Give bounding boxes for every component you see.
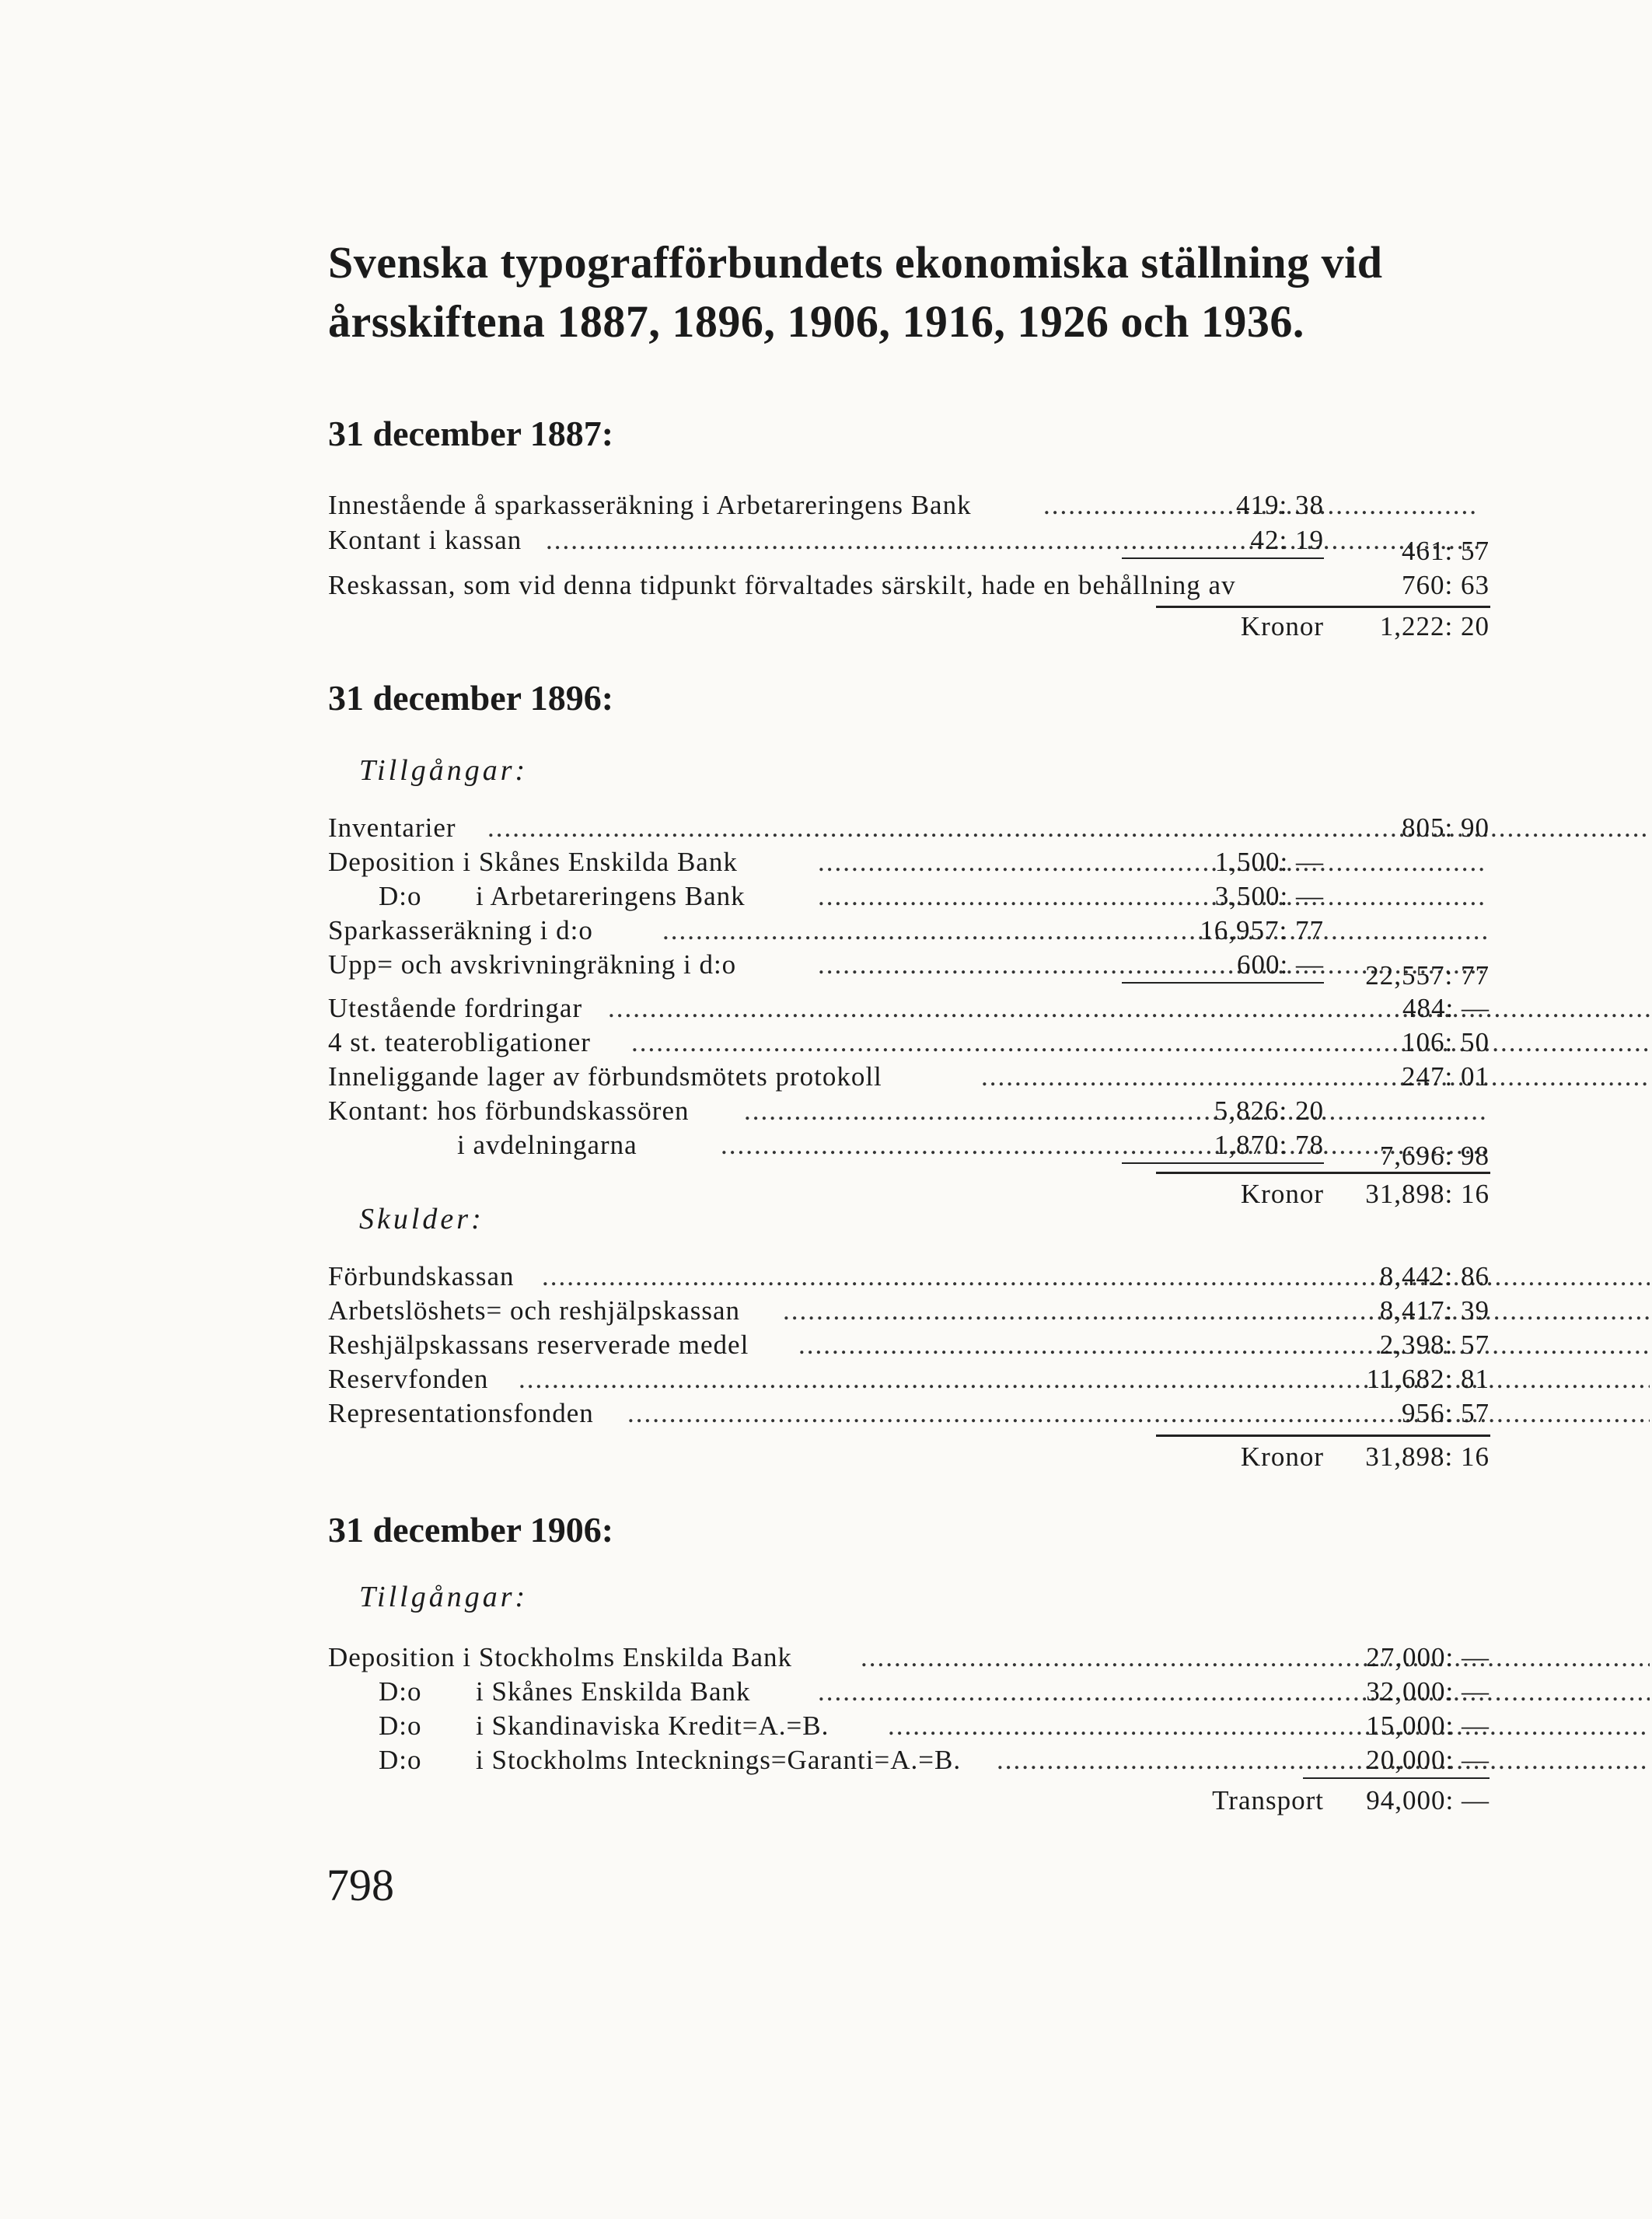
ledger-row [328,1743,1494,1777]
row-amount: 1,500: — [1214,847,1324,877]
ledger-row [328,845,1494,879]
section-heading-1906: 31 december 1906: [328,1510,614,1550]
ledger-row [328,523,1494,566]
total-label: Kronor [1240,1441,1324,1472]
row-label: Deposition i Stockholms Enskilda Bank [328,1642,792,1672]
row-subtotal: 11,682: 81 [1366,1364,1490,1394]
title-line-2: årsskiftena 1887, 1896, 1906, 1916, 1926 och 1936. [328,296,1304,347]
ledger-row [328,1675,1494,1709]
assets-heading: Tillgångar: [359,754,529,787]
section-heading-1887: 31 december 1887: [328,414,614,453]
total-amount: 1,222: 20 [1379,611,1490,641]
leader-dots [798,1328,1650,1362]
total-row [328,1177,1494,1211]
ledger-row [328,914,1494,948]
row-subtotal: 8,442: 86 [1379,1261,1490,1291]
row-label: i Skånes Enskilda Bank [476,1676,751,1707]
transport-row [328,1784,1494,1818]
transport-amount: 94,000: — [1366,1785,1490,1815]
title-line-1: Svenska typografförbundets ekonomiska ställning vid [328,237,1383,288]
row-label: Arbetslöshets= och reshjälpskassan [328,1295,741,1326]
row-label: i avdelningarna [457,1130,637,1160]
ledger-row [328,1060,1494,1094]
row-label: Inventarier [328,812,456,843]
row-label: Utestående fordringar [328,993,583,1023]
total-rule [1156,606,1490,608]
total-rule [1156,1434,1490,1437]
row-label: Upp= och avskrivningräkning i d:o [328,949,737,980]
leader-dots [744,1094,1486,1128]
row-subtotal: 805: 90 [1402,812,1490,843]
row-label: Sparkasseräkning i d:o [328,915,593,945]
row-label: Innestående å sparkasseräkning i Arbetareringens Bank [328,490,972,520]
leader-dots [818,1675,1650,1709]
ditto-label: D:o [379,881,422,911]
ledger-row [328,1026,1494,1060]
row-amount: 5,826: 20 [1214,1096,1324,1126]
ditto-label: D:o [379,1676,422,1707]
row-amount: 16,957: 77 [1200,915,1324,945]
row-amount: 600: — [1122,948,1324,984]
row-subtotal: 956: 57 [1402,1398,1490,1428]
total-row [328,1440,1494,1474]
page-number: 798 [327,1860,394,1910]
row-subtotal: 760: 63 [1402,570,1490,600]
leader-dots [861,1641,1650,1675]
row-amount: 3,500: — [1214,881,1324,911]
ledger-row [328,948,1494,991]
total-amount: 31,898: 16 [1365,1179,1490,1209]
row-subtotal: 247: 01 [1402,1061,1490,1092]
ditto-label: D:o [379,1711,422,1741]
total-label: Kronor [1240,611,1324,641]
ledger-row [328,1128,1494,1171]
row-label: i Arbetareringens Bank [476,881,746,911]
ledger-row [328,879,1494,914]
row-subtotal: 484: — [1402,993,1490,1023]
row-label: Reservfonden [328,1364,489,1394]
row-amount: 419: 38 [1236,490,1324,520]
leader-dots [627,1396,1650,1431]
ledger-row [328,1260,1494,1294]
ditto-label: D:o [379,1745,422,1775]
total-row [328,610,1494,644]
leader-dots [631,1026,1650,1060]
transport-label: Transport [1212,1785,1324,1815]
ledger-row [328,1396,1494,1431]
row-label: Representationsfonden [328,1398,594,1428]
row-subtotal: 8,417: 39 [1379,1295,1490,1326]
row-subtotal: 20,000: — [1303,1743,1490,1779]
row-amount: 42: 19 [1122,523,1324,559]
leader-dots [662,914,1486,948]
row-subtotal: 22,557: 77 [1365,960,1490,991]
liabilities-heading: Skulder: [359,1203,484,1235]
total-rule [1156,1172,1490,1174]
ledger-row [328,991,1494,1026]
row-subtotal: 461: 57 [1402,536,1490,566]
total-label: Kronor [1240,1179,1324,1209]
row-label: Deposition i Skånes Enskilda Bank [328,847,738,877]
row-subtotal: 27,000: — [1366,1642,1490,1672]
row-label: Reshjälpskassans reserverade medel [328,1330,749,1360]
row-subtotal: 106: 50 [1402,1027,1490,1057]
ledger-row [328,568,1494,603]
ledger-row [328,1094,1494,1128]
ledger-row [328,1362,1494,1396]
ledger-row [328,1641,1494,1675]
page-title [328,233,1510,351]
total-amount: 31,898: 16 [1365,1441,1490,1472]
ledger-row [328,1709,1494,1743]
leader-dots [888,1709,1650,1743]
row-label: Förbundskassan [328,1261,515,1291]
leader-dots [783,1294,1650,1328]
leader-dots [608,991,1650,1026]
ledger-row [328,488,1494,522]
ledger-row [328,811,1494,845]
row-label: Kontant: hos förbundskassören [328,1096,690,1126]
row-label: i Skandinaviska Kredit=A.=B. [476,1711,829,1741]
ledger-row [328,1328,1494,1362]
row-subtotal: 7,696: 98 [1379,1141,1490,1171]
row-label: 4 st. teaterobligationer [328,1027,591,1057]
row-label: Kontant i kassan [328,525,522,555]
row-amount: 1,870: 78 [1122,1128,1324,1164]
row-label: Inneliggande lager av förbundsmötets protokoll [328,1061,882,1092]
row-subtotal: 32,000: — [1366,1676,1490,1707]
row-label: Reskassan, som vid denna tidpunkt förvaltades särskilt, hade en behållning av [328,570,1236,600]
assets-heading: Tillgångar: [359,1581,529,1613]
ledger-row [328,1294,1494,1328]
row-subtotal: 2,398: 57 [1379,1330,1490,1360]
row-subtotal: 15,000: — [1366,1711,1490,1741]
row-label: i Stockholms Intecknings=Garanti=A.=B. [476,1745,962,1775]
section-heading-1896: 31 december 1896: [328,678,614,718]
